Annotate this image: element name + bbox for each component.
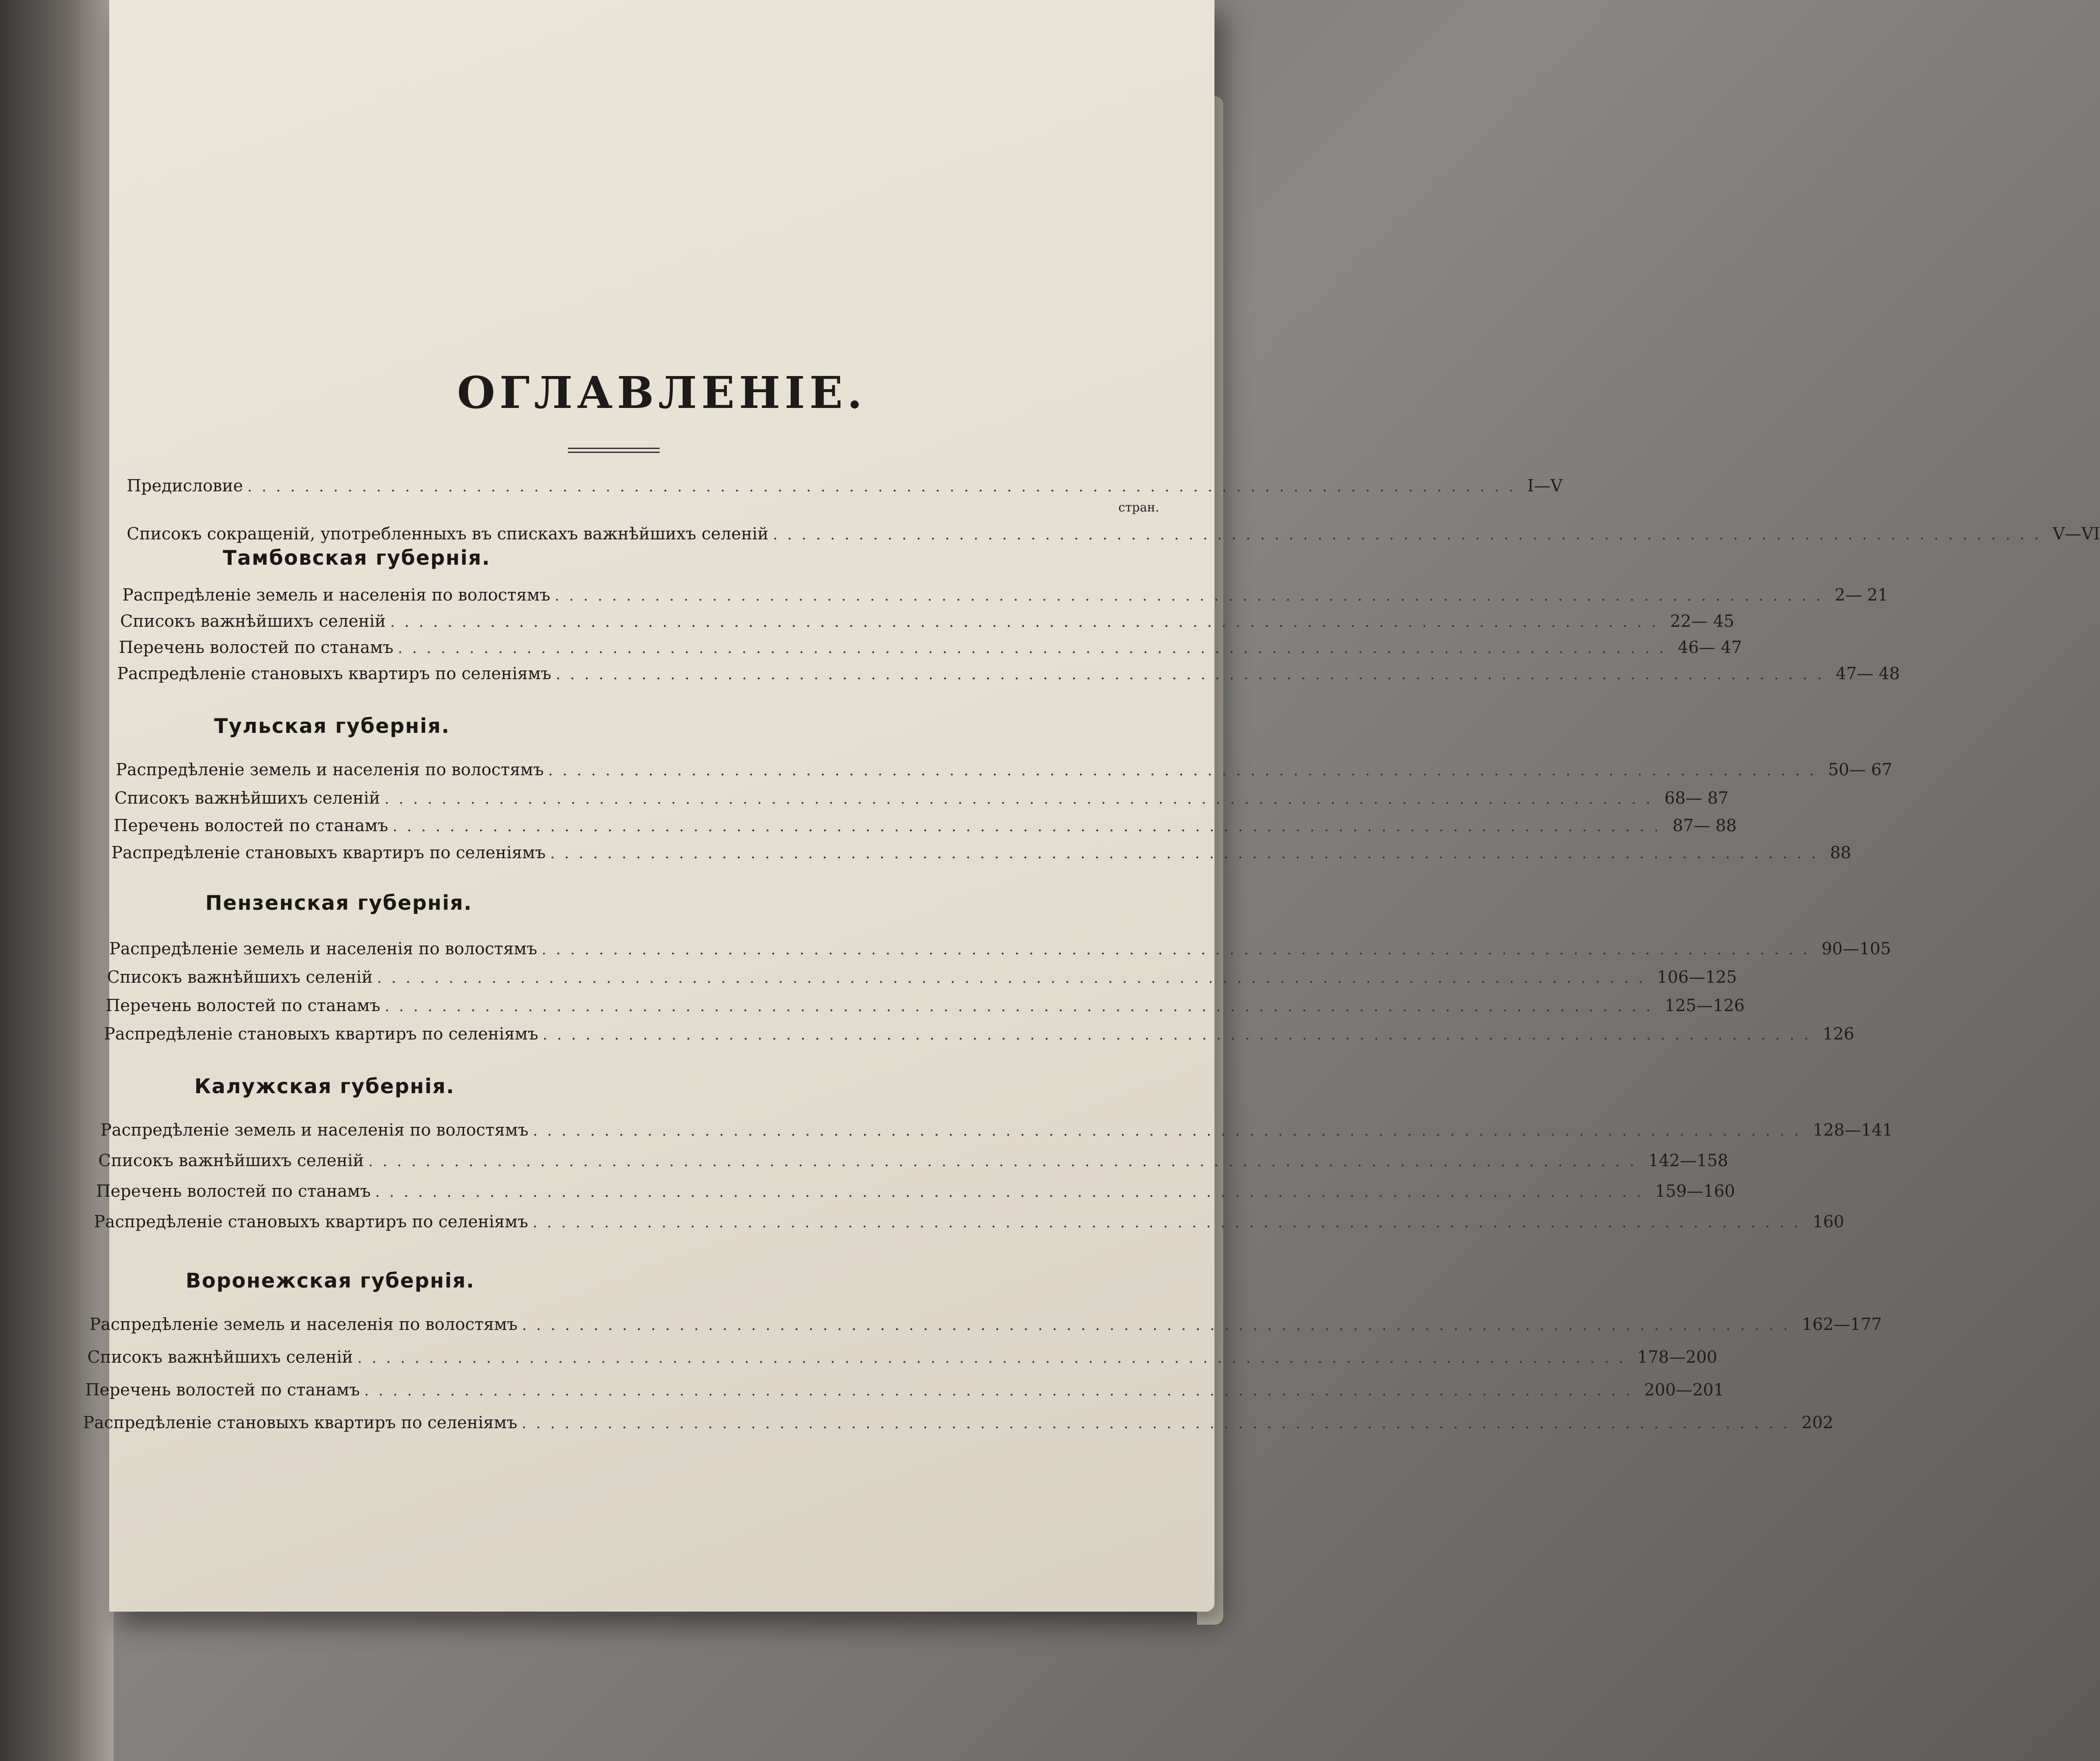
toc-entry [119,638,1742,657]
toc-entry [96,1181,1735,1201]
toc-entry-pages: 162—177 [1802,1315,1882,1334]
leader-dots: ......................................................................................... [541,941,1817,958]
toc-entry [83,1413,1834,1432]
toc-entry-label: Перечень волостей по станамъ [96,1181,371,1201]
toc-entry [127,524,2100,543]
toc-entry [90,1315,1882,1334]
toc-entry [106,996,1745,1015]
toc-entry-label: Перечень волостей по станамъ [85,1380,360,1399]
toc-entry-label: Списокъ важнѣйшихъ селенiй [114,788,381,808]
toc-entry-pages: I—V [1527,476,1563,495]
toc-entry-label: Перечень волостей по станамъ [119,638,394,657]
leader-dots: ......................................................................................... [357,1349,1633,1367]
toc-entry-label: Перечень волостей по станамъ [106,996,381,1015]
toc-entry-label: Распредѣленiе становыхъ квартиръ по селенiямъ [111,843,546,862]
toc-entry-label: Распредѣленiе становыхъ квартиръ по селенiямъ [117,664,552,683]
toc-entry-pages: 160 [1812,1212,1844,1231]
toc-entry-label: Распредѣленiе земель и населенiя по волостямъ [122,585,550,604]
page-column-label: стран. [1118,500,1159,514]
toc-entry-pages: 2— 21 [1834,585,1889,604]
section-heading: Тульская губернiя. [214,714,450,738]
toc-entry-pages: 125—126 [1664,996,1745,1015]
toc-entry-pages: 142—158 [1648,1151,1728,1170]
toc-entry [114,788,1729,808]
leader-dots: ......................................................................................... [554,587,1830,604]
toc-entry [98,1151,1728,1170]
toc-entry [87,1347,1717,1367]
leader-dots: ......................................................................................... [533,1122,1809,1139]
toc-entry-pages: 68— 87 [1664,788,1729,808]
toc-entry [109,939,1891,958]
toc-entry-label: Распредѣленiе земель и населенiя по волостямъ [100,1120,529,1139]
toc-entry-label: Распредѣленiе становыхъ квартиръ по селенiямъ [94,1212,529,1231]
toc-entry-label: Перечень волостей по станамъ [114,816,388,835]
book-spine [0,0,114,1761]
leader-dots: ......................................................................................... [556,666,1831,683]
toc-entry [117,664,1900,683]
toc-entry [107,967,1737,987]
toc-entry-label: Распредѣленiе становыхъ квартиръ по селенiямъ [83,1413,518,1432]
toc-entry-pages: 46— 47 [1678,638,1742,657]
toc-entry [100,1120,1893,1139]
leader-dots: ......................................................................................... [392,818,1668,835]
leader-dots: ......................................................................................... [377,969,1653,987]
toc-entry [94,1212,1844,1231]
leader-dots: ......................................................................................... [773,526,2049,543]
table-of-contents [83,0,2100,1612]
toc-entry-pages: 22— 45 [1670,611,1734,631]
leader-dots: ......................................................................................... [550,845,1826,862]
leader-dots: ......................................................................................... [390,613,1666,631]
toc-entry-pages: 47— 48 [1835,664,1900,683]
leader-dots: ......................................................................................... [543,1026,1818,1043]
toc-entry-label: Списокъ важнѣйшихъ селенiй [87,1347,353,1367]
toc-entry-pages: 200—201 [1644,1380,1724,1399]
toc-entry-pages: 178—200 [1637,1347,1717,1367]
leader-dots: ......................................................................................... [375,1183,1651,1201]
section-heading: Воронежская губернiя. [186,1269,475,1292]
toc-entry-pages: 126 [1822,1024,1854,1043]
toc-entry-pages: 88 [1830,843,1851,862]
toc-entry [122,585,1889,604]
leader-dots: ......................................................................................... [548,762,1824,779]
leader-dots: ......................................................................................... [522,1316,1798,1334]
toc-entry-label: Распредѣленiе земель и населенiя по волостямъ [90,1315,518,1334]
toc-entry-pages: 159—160 [1655,1181,1735,1201]
section-heading: Калужская губернiя. [194,1074,455,1098]
toc-entry [114,816,1737,835]
toc-entry-pages: 87— 88 [1672,816,1737,835]
toc-entry-pages: 106—125 [1657,967,1737,987]
book-page [83,0,2100,1612]
toc-entry-label: Списокъ важнѣйшихъ селенiй [120,611,386,631]
toc-entry-pages: 50— 67 [1828,760,1892,779]
leader-dots: ......................................................................................... [384,998,1661,1015]
toc-entry-pages: 128—141 [1813,1120,1893,1139]
leader-dots: ......................................................................................... [522,1415,1797,1432]
leader-dots: ......................................................................................... [398,639,1674,657]
toc-entry [85,1380,1724,1399]
section-heading: Тамбовская губернiя. [223,546,491,570]
toc-entry [120,611,1734,631]
toc-entry [111,843,1851,862]
toc-entry-label: Списокъ важнѣйшихъ селенiй [98,1151,364,1170]
leader-dots: ......................................................................................... [384,790,1660,808]
toc-entry-label: Списокъ сокращенiй, употребленныхъ въ спискахъ важнѣйшихъ селенiй [127,524,769,543]
leader-dots: ......................................................................................... [533,1214,1808,1231]
toc-entry-label: Предисловие [127,476,243,495]
toc-entry-label: Распредѣленiе земель и населенiя по волостямъ [116,760,544,779]
toc-entry-pages: 90—105 [1821,939,1891,958]
toc-entry-pages: V—VI [2053,524,2100,543]
toc-entry-label: Списокъ важнѣйшихъ селенiй [107,967,373,987]
leader-dots: ......................................................................................... [368,1153,1644,1170]
toc-entry [104,1024,1854,1043]
leader-dots: ......................................................................................... [364,1382,1640,1399]
page-title: ОГЛАВЛЕНIЕ. [457,367,867,418]
leader-dots: ......................................................................................... [247,478,1523,495]
toc-entry-pages: 202 [1801,1413,1834,1432]
toc-entry-label: Распредѣленiе становыхъ квартиръ по селенiямъ [104,1024,539,1043]
section-heading: Пензенская губернiя. [205,891,473,915]
toc-entry [116,760,1892,779]
toc-entry-label: Распредѣленiе земель и населенiя по волостямъ [109,939,537,958]
toc-entry [127,476,1563,495]
